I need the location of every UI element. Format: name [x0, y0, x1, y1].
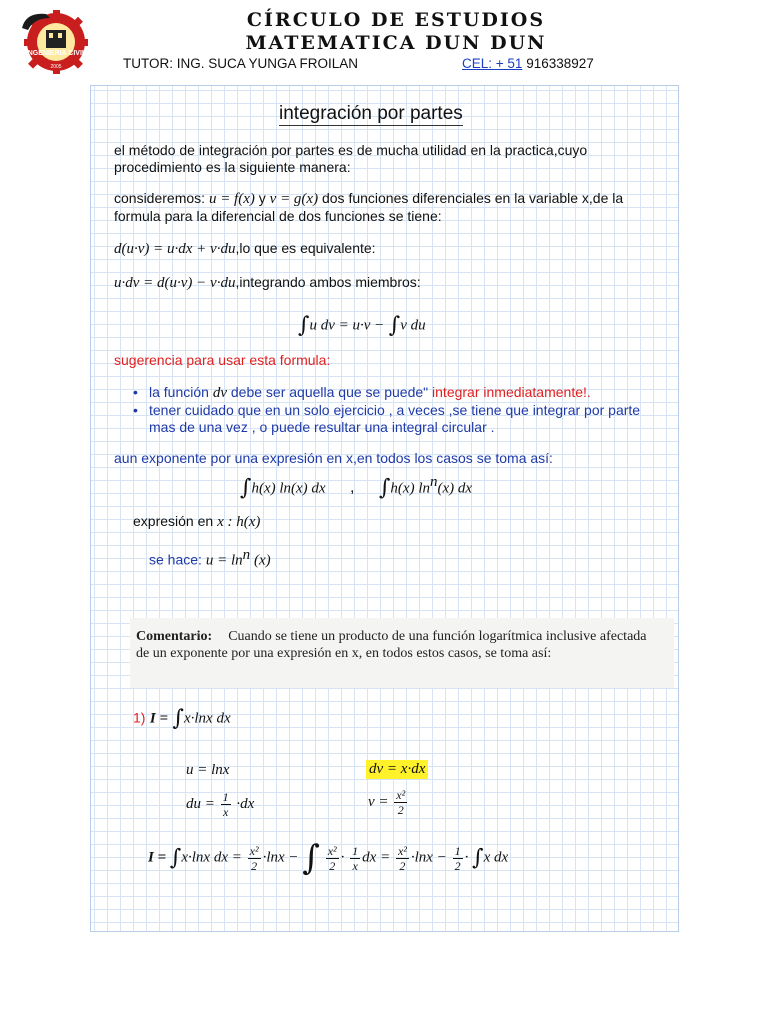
intro-paragraph: el método de integración por partes es de mucha utilidad en la practica,cuyo procedimiento es la siguiente manera: [114, 142, 588, 175]
logo-year: 2005 [50, 64, 62, 70]
parts-formula: ∫u dv = u·v − ∫v du [298, 313, 426, 338]
exponent-line: aun exponente por una expresión en x,en todos los casos se toma así: [114, 450, 553, 466]
forms-line: ∫h(x) ln(x) dx , ∫h(x) $\ln^n(x)$ dx [240, 474, 473, 501]
u-equation: u = lnx [186, 762, 230, 778]
result-equation: I = ∫x·lnx dx = $\frac{\text{x²}}{2}$ ·lnx − ∫ $\frac{\text{x²}}{2}$ · $\frac{1}{x}$ dx = $\frac{\text{x²}}{2}$ ·lnx − $\frac{1}{2}$ · ∫x dx [148, 838, 509, 878]
logo-text: INGENIERIA CIVIL [25, 50, 87, 57]
u-def: u = f(x) [208, 191, 255, 207]
du-equation: du = $\frac{1}{x}$ ·dx [186, 790, 255, 819]
example-1-statement: 1) I = ∫x·lnx dx [133, 706, 231, 731]
consider-paragraph: consideremos: u = f(x) y v = g(x) dos funciones diferenciales en la variable x,de la formula para la diferencial de dos funciones se tiene: [114, 190, 624, 224]
cel-line [462, 56, 594, 71]
se-hace-line: se hace: $u = \ln^n (x)$ [149, 547, 271, 569]
v-def: v = g(x) [269, 191, 319, 207]
suggestion-heading: sugerencia para usar esta formula: [114, 352, 331, 368]
list-item: • la función dv debe ser aquella que se puede" integrar inmediatamente!. [133, 384, 653, 402]
expression-line: expresión en x : h(x) [133, 513, 261, 530]
comment-text: Cuando se tiene un producto de una función logarítmica inclusive afectada de un exponente por una expresión en x, en todos estos casos, se toma así: [136, 629, 647, 661]
dv-equation: dv = x·dx [366, 760, 428, 779]
v-equation: v = $\frac{\text{x²}}{2}$ [368, 788, 406, 817]
diff-formula-line: d(u·v) = u·dx + v·du,lo que es equivalente: [114, 240, 376, 257]
comment-label: Comentario: [136, 629, 213, 644]
cel-link[interactable]: CEL: + 51 [462, 56, 523, 71]
equiv-formula-line: u·dv = d(u·v) − v·du,integrando ambos miembros: [114, 274, 421, 291]
cel-number: 916338927 [526, 56, 594, 71]
diff-formula: d(u·v) = u·dx + v·du [114, 241, 236, 257]
equiv-formula: u·dv = d(u·v) − v·du [114, 275, 236, 291]
page-heading: integración por partes [279, 103, 463, 124]
list-item: • tener cuidado que en un solo ejercicio , a veces ,se tiene que integrar por parte mas de una vez , o puede resultar una integral circular . [133, 402, 653, 436]
comment-scan [130, 618, 674, 688]
title-line-2: MATEMATICA DUN DUN [245, 32, 547, 54]
tutor-line: TUTOR: ING. SUCA YUNGA FROILAN [123, 56, 359, 71]
suggestion-list [133, 384, 653, 436]
title-line-1: CÍRCULO DE ESTUDIOS [246, 9, 546, 31]
